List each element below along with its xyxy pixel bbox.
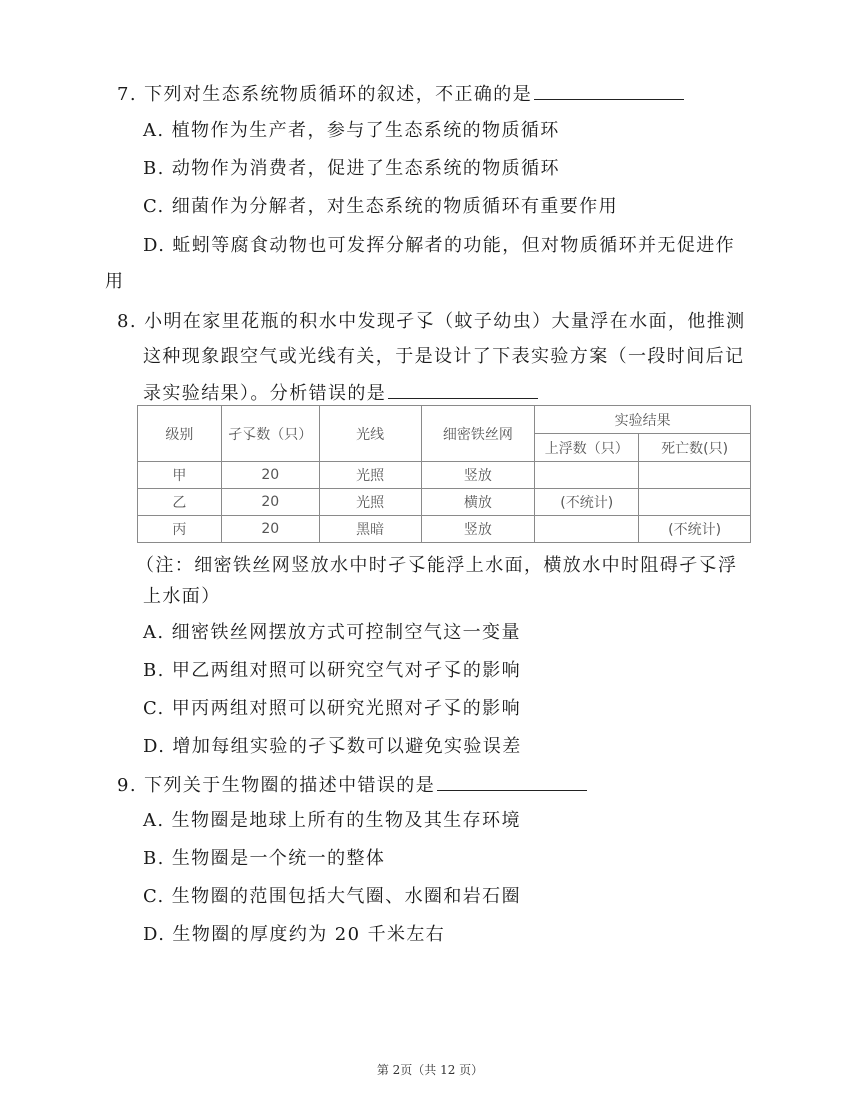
q9-stem: 9. 下列关于生物圈的描述中错误的是 <box>117 772 587 798</box>
cell: 光照 <box>319 489 421 516</box>
header-results: 实验结果 <box>535 406 751 434</box>
cell: (不统计) <box>639 516 751 543</box>
q7-option-d: D. 蚯蚓等腐食动物也可发挥分解者的功能，但对物质循环并无促进作 <box>143 235 736 256</box>
header-light: 光线 <box>319 406 421 462</box>
q7-option-d-continuation: 用 <box>105 271 125 292</box>
cell: 竖放 <box>421 462 535 489</box>
answer-blank[interactable] <box>437 772 587 791</box>
cell: 横放 <box>421 489 535 516</box>
answer-blank[interactable] <box>534 81 684 100</box>
q9-option-b: B. 生物圈是一个统一的整体 <box>143 848 386 869</box>
q9-option-a: A. 生物圈是地球上所有的生物及其生存环境 <box>143 810 521 831</box>
cell <box>535 516 639 543</box>
header-death-count: 死亡数(只) <box>639 434 751 462</box>
page-footer: 第 2页（共 12 页） <box>376 1063 484 1077</box>
cell <box>639 462 751 489</box>
q8-option-b: B. 甲乙两组对照可以研究空气对孑孓的影响 <box>143 660 522 681</box>
q8-option-d: D. 增加每组实验的孑孓数可以避免实验误差 <box>143 736 522 757</box>
q7-option-b: B. 动物作为消费者，促进了生态系统的物质循环 <box>143 158 560 179</box>
cell: (不统计) <box>535 489 639 516</box>
q8-note-line2: 上水面） <box>143 586 221 607</box>
answer-blank[interactable] <box>388 380 538 399</box>
table-row <box>138 516 751 543</box>
cell: 20 <box>221 489 319 516</box>
q8-option-c: C. 甲丙两组对照可以研究光照对孑孓的影响 <box>143 698 521 719</box>
q9-option-d: D. 生物圈的厚度约为 20 千米左右 <box>143 924 446 945</box>
header-wire-mesh: 细密铁丝网 <box>421 406 535 462</box>
cell: 甲 <box>138 462 222 489</box>
cell <box>639 489 751 516</box>
q8-option-a: A. 细密铁丝网摆放方式可控制空气这一变量 <box>143 622 521 643</box>
header-float-count: 上浮数（只） <box>535 434 639 462</box>
q7-option-c: C. 细菌作为分解者，对生态系统的物质循环有重要作用 <box>143 196 618 217</box>
table-row <box>138 489 751 516</box>
cell: 20 <box>221 516 319 543</box>
experiment-table <box>137 405 751 541</box>
cell: 20 <box>221 462 319 489</box>
q8-note-line1: （注：细密铁丝网竖放水中时孑孓能浮上水面，横放水中时阻碍孑孓浮 <box>136 555 738 576</box>
q8-stem-line3: 录实验结果）。分析错误的是 <box>143 380 538 406</box>
cell: 黑暗 <box>319 516 421 543</box>
cell: 光照 <box>319 462 421 489</box>
q8-stem-line2: 这种现象跟空气或光线有关，于是设计了下表实验方案（一段时间后记 <box>143 346 745 367</box>
header-larva-count: 孑孓数（只） <box>221 406 319 462</box>
cell: 竖放 <box>421 516 535 543</box>
q7-option-a: A. 植物作为生产者，参与了生态系统的物质循环 <box>143 120 560 141</box>
cell: 丙 <box>138 516 222 543</box>
cell: 乙 <box>138 489 222 516</box>
cell <box>535 462 639 489</box>
q9-option-c: C. 生物圈的范围包括大气圈、水圈和岩石圈 <box>143 886 521 907</box>
header-group: 级别 <box>138 406 222 462</box>
table-row <box>138 462 751 489</box>
q8-stem-line1: 8. 小明在家里花瓶的积水中发现孑孓（蚊子幼虫）大量浮在水面，他推测 <box>117 311 746 332</box>
q7-stem: 7. 下列对生态系统物质循环的叙述，不正确的是 <box>117 81 684 107</box>
